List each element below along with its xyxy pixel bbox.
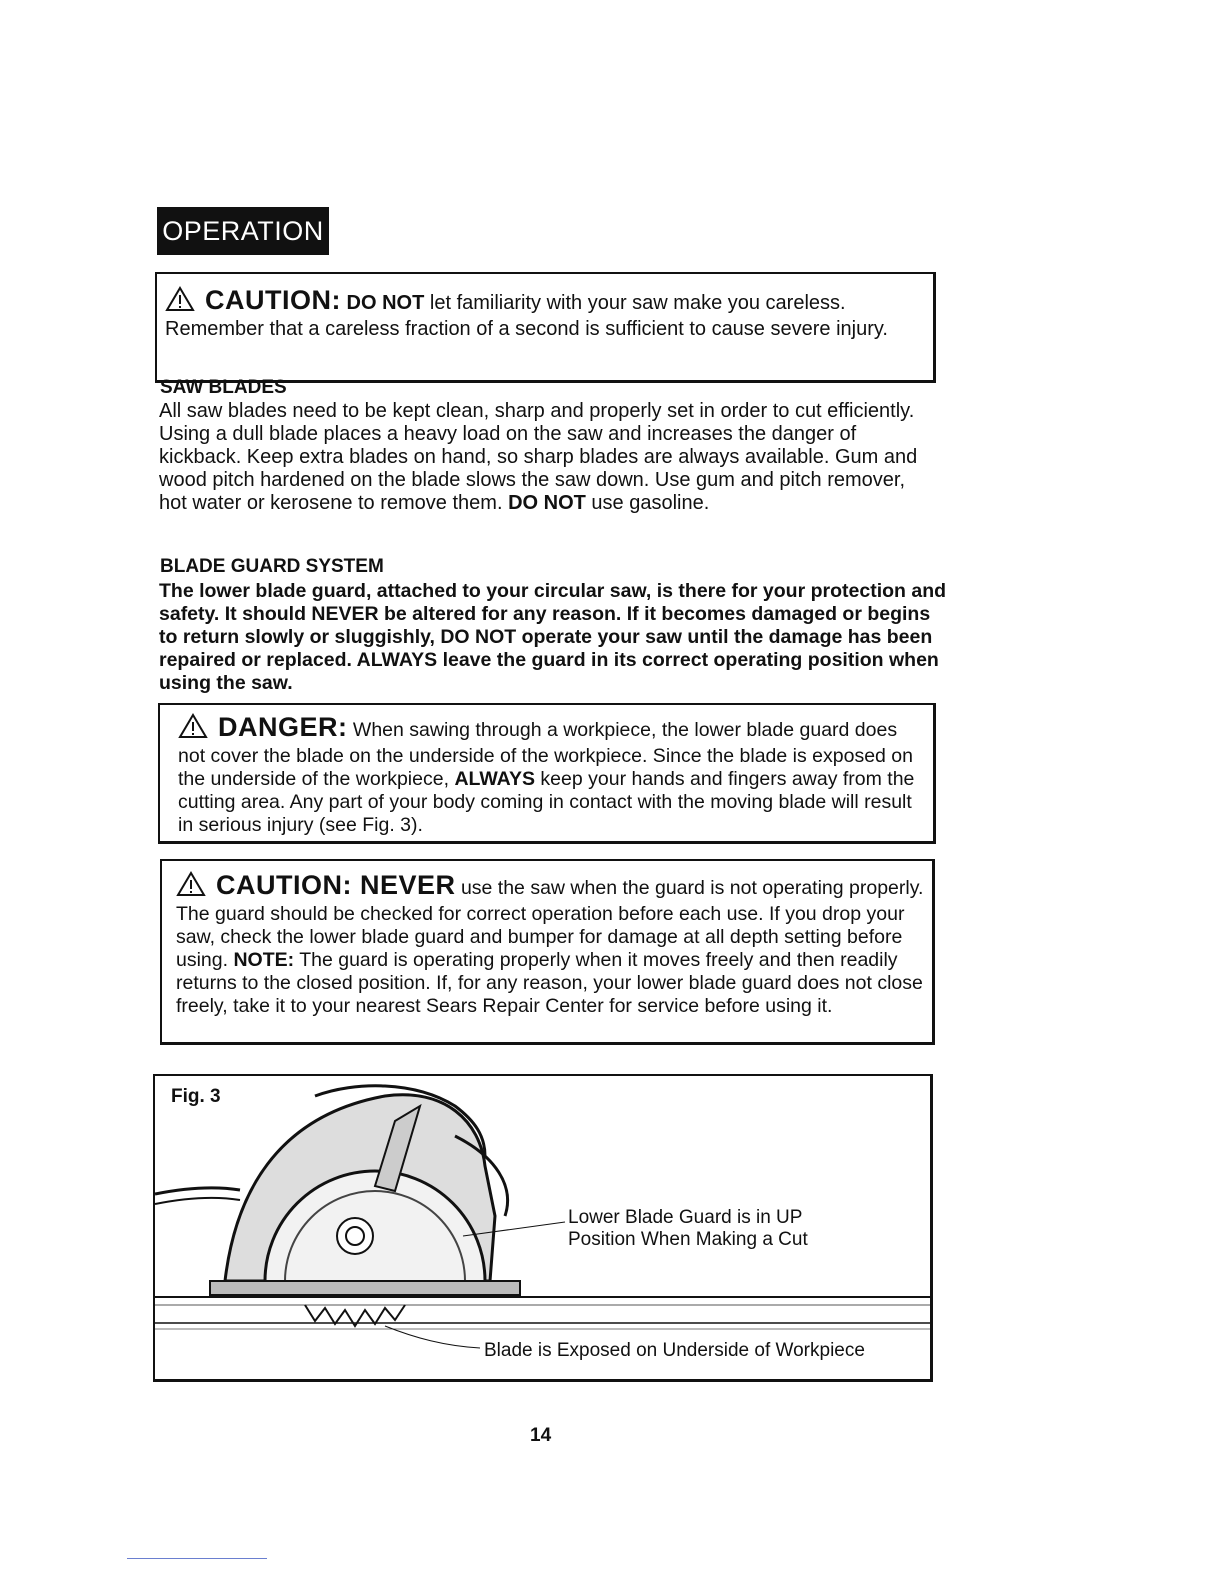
saw-blades-text: All saw blades need to be kept clean, sharp and properly set in order to cut efficiently. Using a dull blade places a heavy load on the saw and increases the danger of kickback. Keep extra blades on hand, so sharp blades are always available. Gum and wood pitch hardened on the blade slows the saw down. Use gum and pitch remover, hot water or kerosene to remove them. (159, 400, 918, 514)
caution-never-text (176, 871, 924, 1018)
danger-label: DANGER: (218, 712, 348, 742)
figure-3 (153, 1074, 933, 1382)
danger-bold: ALWAYS (454, 768, 535, 790)
page-number: 14 (530, 1425, 552, 1446)
saw-blades-paragraph (159, 400, 919, 515)
danger-box (158, 703, 936, 844)
caution-never-body-end: The guard is operating properly when it moves freely and then readily returns to the closed position. If, for any reason, your lower blade guard does not close freely, take it to your nearest Sears Repair Center for service before using it. (176, 949, 923, 1017)
callout-lower-guard (568, 1207, 808, 1251)
saw-blades-bold: DO NOT (508, 492, 586, 514)
caution-never-label: CAUTION: NEVER (216, 870, 456, 900)
callout-guard-line2: Position When Making a Cut (568, 1229, 808, 1250)
danger-text (178, 713, 921, 837)
caution-text (165, 286, 919, 341)
saw-blades-heading: SAW BLADES (160, 377, 287, 398)
blade-guard-heading: BLADE GUARD SYSTEM (160, 556, 384, 577)
caution-never-body: use the saw when the guard is not operating properly. The guard should be checked for correct operation before each use. If you drop your saw, check the lower blade guard and bumper for damage at all depth setting before using. (176, 877, 924, 971)
circular-saw-illustration (155, 1076, 933, 1382)
figure-label: Fig. 3 (171, 1086, 221, 1107)
caution-bold-lead: DO NOT (346, 292, 425, 314)
warning-triangle-icon (178, 713, 208, 745)
warning-triangle-icon (165, 286, 195, 318)
danger-body-end: keep your hands and fingers away from the cutting area. Any part of your body coming in contact with the moving blade will result in serious injury (see Fig. 3). (178, 768, 915, 836)
warning-triangle-icon (176, 871, 206, 903)
caution-body: let familiarity with your saw make you careless. Remember that a careless fraction of a second is sufficient to cause severe injury. (165, 292, 888, 340)
blade-guard-paragraph: The lower blade guard, attached to your circular saw, is there for your protection and safety. It should NEVER be altered for any reason. If it becomes damaged or begins to return slowly or sluggishly, DO NOT operate your saw until the damage has been repaired or replaced. ALWAYS leave the guard in its correct operating position when using the saw. (159, 580, 947, 694)
footer-rule (127, 1558, 267, 1559)
callout-guard-line1: Lower Blade Guard is in UP (568, 1207, 803, 1228)
caution-never-box (160, 859, 935, 1045)
section-header (157, 207, 329, 255)
saw-blades-text-end: use gasoline. (591, 492, 710, 514)
caution-box (155, 272, 936, 383)
caution-label: CAUTION: (205, 285, 341, 315)
callout-exposed-blade: Blade is Exposed on Underside of Workpiece (484, 1340, 865, 1361)
danger-body: When sawing through a workpiece, the lower blade guard does not cover the blade on the underside of the workpiece. Since the blade is exposed on the underside of the workpiece, (178, 719, 913, 790)
note-label: NOTE: (233, 949, 295, 971)
section-title: OPERATION (162, 216, 324, 246)
